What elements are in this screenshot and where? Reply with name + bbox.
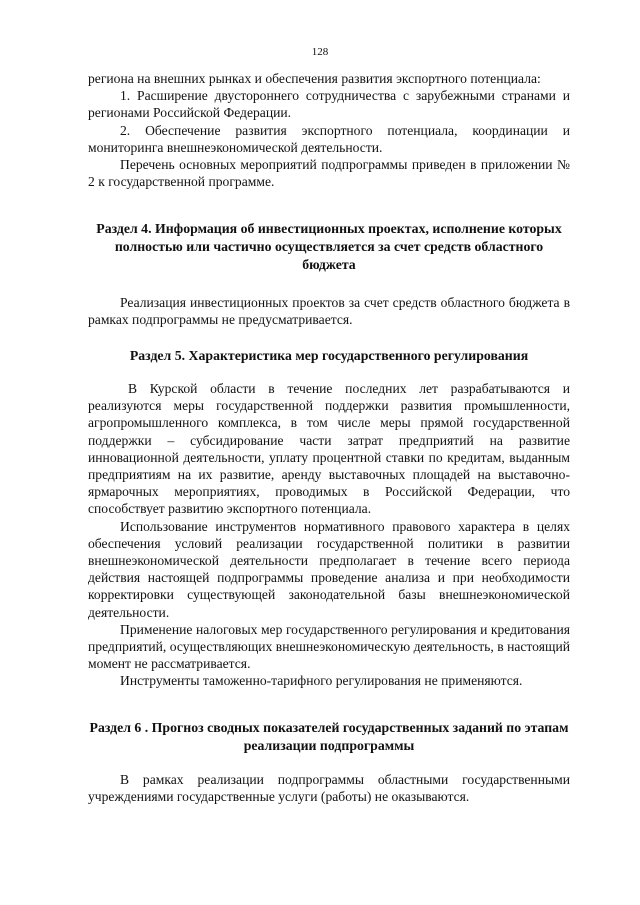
section-5-heading-block [88, 347, 570, 365]
section-5-body [88, 380, 570, 690]
section-4-title: Раздел 4. Информация об инвестиционных проектах, исполнение которых полностью или частично осуществляется за счет средств областного бюджета [96, 221, 562, 272]
section-5-paragraph-2: Использование инструментов нормативного правового характера в целях обеспечения условий реализации государственной политики в развитии внешнеэкономической деятельности предполагает в течение всего периода действия настоящей подпрограммы проведение анализа и при необходимости корректировки существующей законодательной базы внешнеэкономической деятельности. [88, 518, 570, 620]
section-5-paragraph-4: Инструменты таможенно-тарифного регулирования не применяются. [120, 673, 523, 689]
intro-list-item-2: 2. Обеспечение развития экспортного потенциала, координации и мониторинга внешнеэкономической деятельности. [88, 122, 570, 155]
intro-paragraph-1: региона на внешних рынках и обеспечения развития экспортного потенциала: [88, 71, 541, 86]
intro-paragraph-2: Перечень основных мероприятий подпрограммы приведен в приложении № 2 к государственной программе. [88, 157, 570, 190]
section-6-body [88, 771, 570, 805]
section-5-title: Раздел 5. Характеристика мер государственного регулирования [129, 348, 529, 363]
section-6-title: Раздел 6 . Прогноз сводных показателей государственных заданий по этапам реализации подпрограммы [89, 720, 569, 753]
section-4-heading-block [88, 220, 570, 273]
page-number: 128 [311, 46, 329, 58]
section-6-heading-block [88, 719, 570, 755]
section-5-paragraph-3: Применение налоговых мер государственного регулирования и кредитования предприятий, осуществляющих внешнеэкономическую деятельность, в настоящий момент не рассматривается. [88, 621, 570, 672]
intro-block [88, 70, 570, 190]
section-5-paragraph-1: В Курской области в течение последних лет разрабатываются и реализуются меры государственной поддержки развития промышленности, агропромышленного комплекса, в том числе меры прямой государственной поддержки – субсидирование части затрат предприятий на развитие инновационной деятельности, уплату процентной ставки по кредитам, выданным предприятиям на их развитие, аренду выставочных площадей на выставочно-ярмарочных мероприятиях, проводимых в Российской Федерации, что способствует развитию экспортного потенциала. [88, 381, 570, 517]
section-4-body [88, 294, 570, 328]
intro-list-item-1: 1. Расширение двустороннего сотрудничества с зарубежными странами и регионами Российской Федерации. [88, 88, 570, 121]
section-4-paragraph-1: Реализация инвестиционных проектов за счет средств областного бюджета в рамках подпрограммы не предусматривается. [88, 295, 570, 328]
section-6-paragraph-1: В рамках реализации подпрограммы областными государственными учреждениями государственные услуги (работы) не оказываются. [88, 772, 570, 805]
